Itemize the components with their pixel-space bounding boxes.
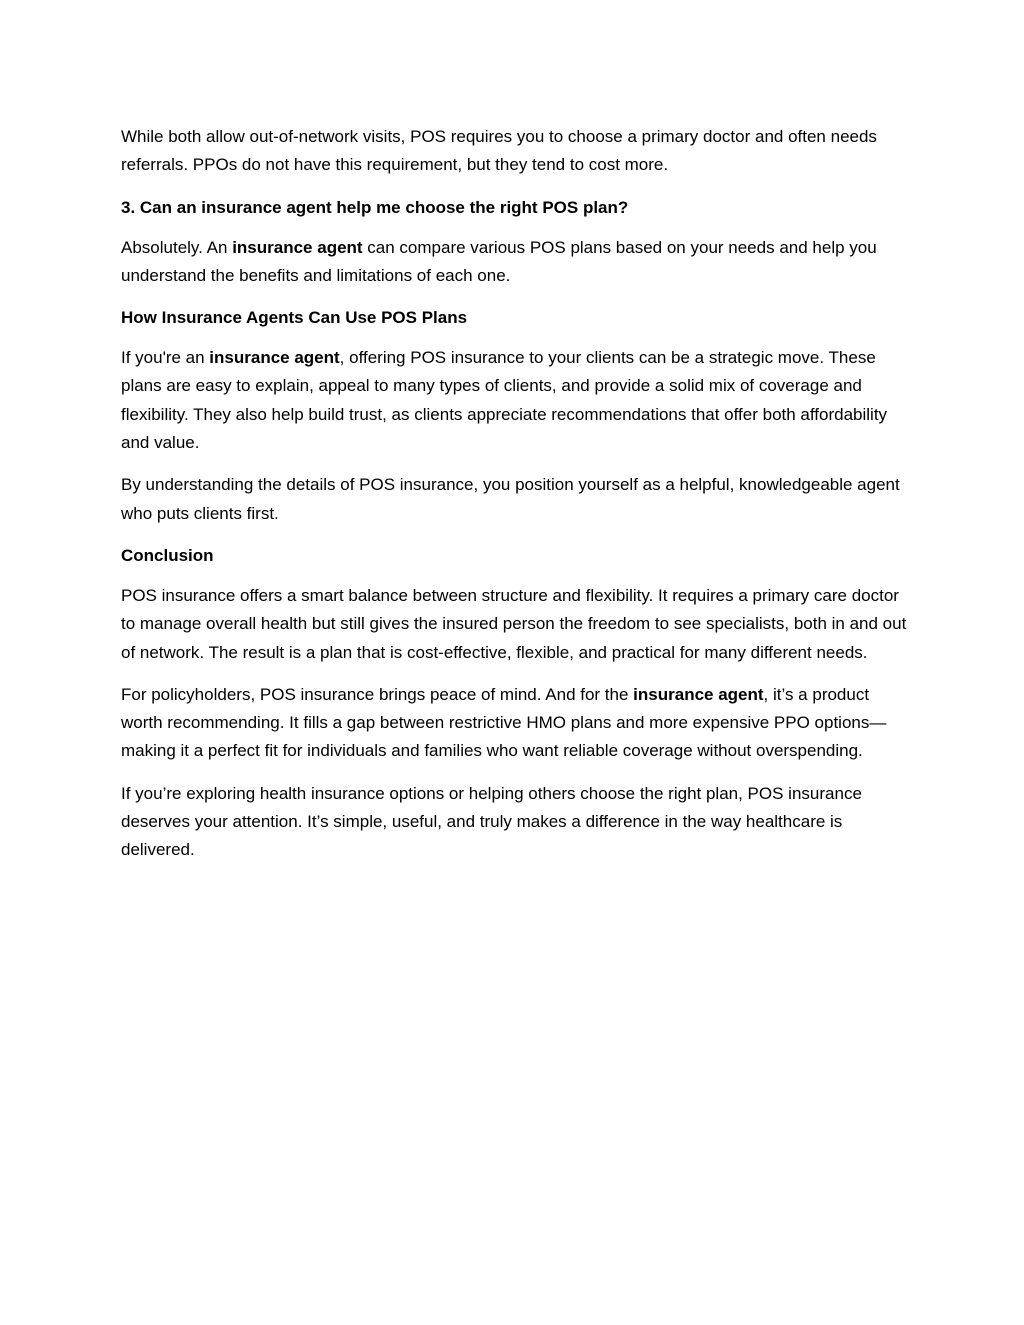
document-page [121,123,911,879]
paragraph-text: , offering POS insurance to your clients can be a strategic move. These plans are easy to explain, appeal to many types of clients, and provide a solid mix of coverage and flexibility. They also help build trust, as clients appreciate recommendations that offer both affordability and value. [121,348,888,453]
bold-term-insurance-agent: insurance agent [232,237,363,257]
bold-term-insurance-agent: insurance agent [209,348,340,368]
section-heading-conclusion: Conclusion [121,545,214,565]
paragraph-conclusion-policyholders [121,681,911,766]
paragraph-text: Absolutely. An [121,237,233,257]
paragraph-text: can compare various POS plans based on your needs and help you understand the benefits and limitations of each one. [121,237,877,285]
bold-term-insurance-agent: insurance agent [633,684,764,704]
paragraph-conclusion-balance: POS insurance offers a smart balance between structure and flexibility. It requires a primary care doctor to manage overall health but still gives the insured person the freedom to see specialists, both in and out of network. The result is a plan that is cost-effective, flexible, and practical for many different needs. [121,585,907,662]
paragraph-pos-vs-ppo: While both allow out-of-network visits, POS requires you to choose a primary doctor and often needs referrals. PPOs do not have this requirement, but they tend to cost more. [121,127,877,175]
paragraph-text: For policyholders, POS insurance brings peace of mind. And for the [121,684,634,704]
paragraph-text: If you're an [121,348,210,368]
paragraph-conclusion-final: If you’re exploring health insurance options or helping others choose the right plan, POS insurance deserves your attention. It’s simple, useful, and truly makes a difference in the way healthcare is delivered. [121,783,862,860]
paragraph-agent-help [121,234,911,291]
paragraph-agents-knowledge: By understanding the details of POS insurance, you position yourself as a helpful, knowledgeable agent who puts clients first. [121,475,900,523]
paragraph-text: , it’s a product worth recommending. It fills a gap between restrictive HMO plans and more expensive PPO options—making it a perfect fit for individuals and families who want reliable coverage without overspending. [121,684,887,761]
paragraph-agents-strategy [121,344,911,457]
section-heading-agents: How Insurance Agents Can Use POS Plans [121,308,468,328]
question-heading-3: 3. Can an insurance agent help me choose the right POS plan? [121,197,629,217]
